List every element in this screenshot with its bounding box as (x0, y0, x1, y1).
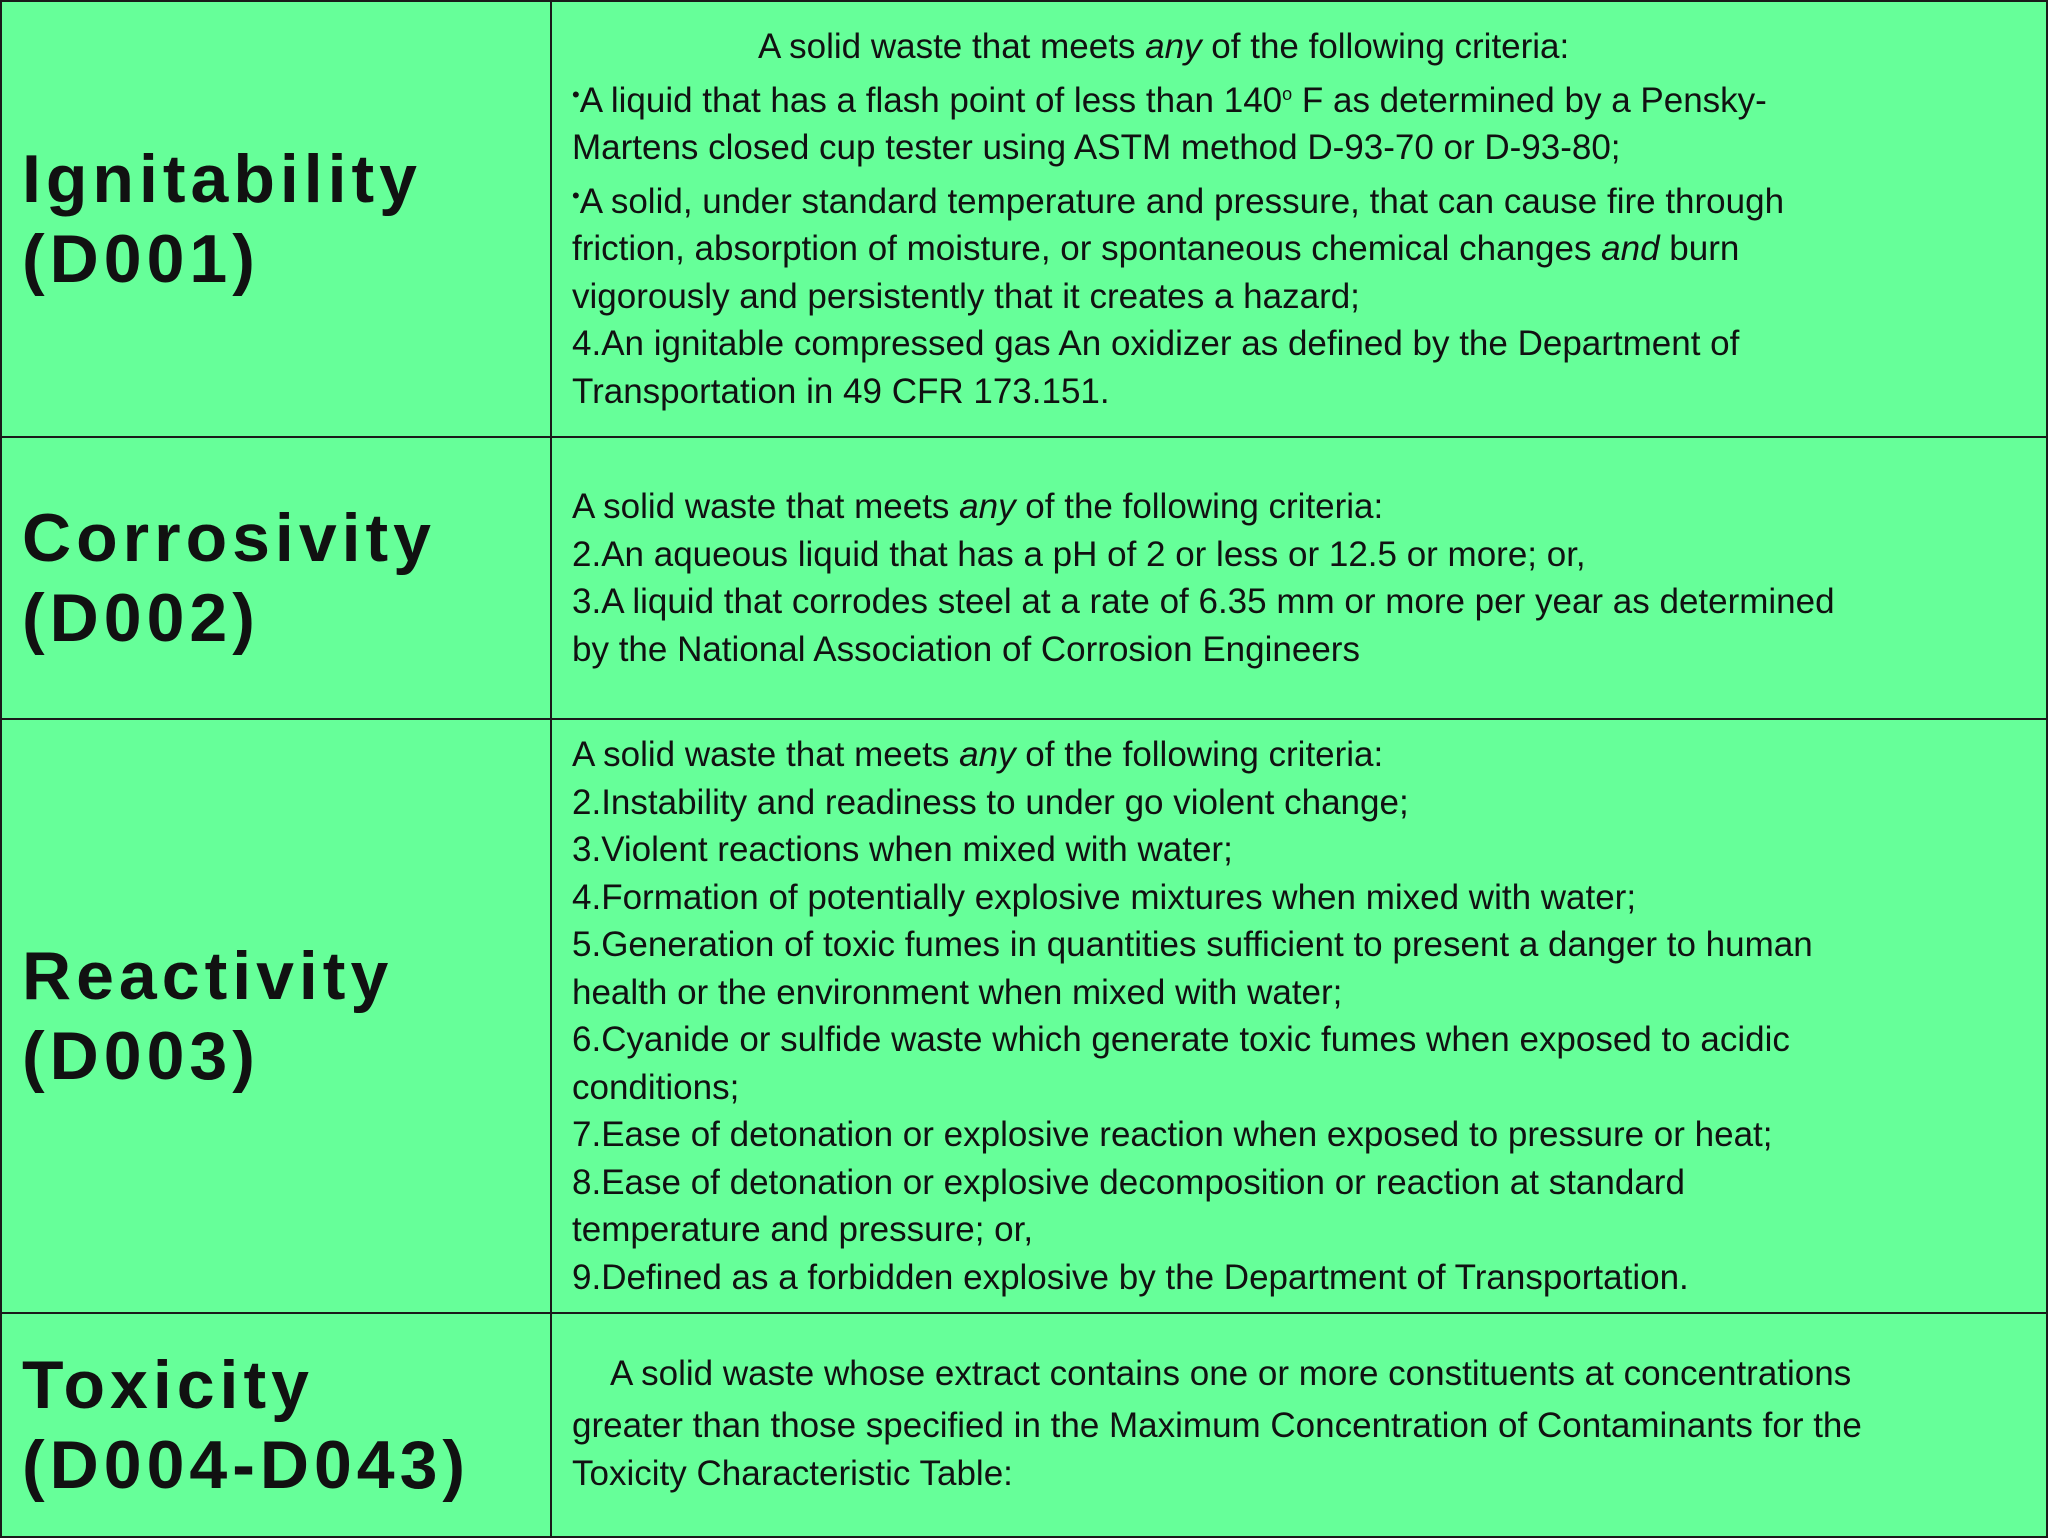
criteria-line: vigorously and persistently that it creates a hazard; (572, 276, 1360, 316)
criteria-line: 9.Defined as a forbidden explosive by the Department of Transportation. (572, 1257, 1689, 1297)
criteria-line: by the National Association of Corrosion Engineers (572, 629, 1360, 669)
criteria-line: Transportation in 49 CFR 173.151. (572, 371, 1110, 411)
criteria-line: 6.Cyanide or sulfide waste which generate toxic fumes when exposed to acidic (572, 1020, 1790, 1059)
category-code: (D001) (22, 221, 260, 297)
criteria-cell-toxicity (551, 1313, 2047, 1537)
criteria-cell-reactivity (551, 719, 2047, 1313)
criteria-line: 2.Instability and readiness to under go violent change; (572, 782, 1409, 822)
criteria-line: greater than those specified in the Maximum Concentration of Contaminants for the (572, 1406, 1862, 1445)
table-row-reactivity (1, 719, 2047, 1313)
criteria-intro: A solid waste that meets any of the following criteria: (572, 487, 1384, 526)
table-row-toxicity (1, 1313, 2047, 1537)
criteria-cell-corrosivity (551, 437, 2047, 719)
category-code: (D002) (22, 580, 260, 656)
category-code: (D004-D043) (22, 1427, 471, 1503)
category-name: Corrosivity (22, 500, 436, 576)
criteria-line: 4.An ignitable compressed gas An oxidizer as defined by the Department of (572, 324, 1740, 363)
criteria-cell-ignitability (551, 1, 2047, 437)
table-row-ignitability (1, 1, 2047, 437)
criteria-intro: A solid waste that meets any of the following criteria: (572, 735, 1384, 774)
criteria-line: 5.Generation of toxic fumes in quantities sufficient to present a danger to human (572, 925, 1813, 964)
category-cell-toxicity (1, 1313, 551, 1537)
criteria-line: •A liquid that has a flash point of less than 140$^o$ F as determined by a Pensky- (572, 80, 1767, 120)
category-name: Ignitability (22, 141, 422, 217)
bullet-icon: • (572, 182, 580, 208)
criteria-line: health or the environment when mixed with water; (572, 972, 1343, 1012)
criteria-line: 4.Formation of potentially explosive mixtures when mixed with water; (572, 877, 1637, 917)
criteria-line: •A solid, under standard temperature and pressure, that can cause fire through (572, 181, 1785, 221)
category-name: Reactivity (22, 938, 394, 1014)
criteria-line: 7.Ease of detonation or explosive reaction when exposed to pressure or heat; (572, 1115, 1773, 1154)
criteria-line: 3.A liquid that corrodes steel at a rate of 6.35 mm or more per year as determined (572, 582, 1835, 621)
criteria-line: Toxicity Characteristic Table: (572, 1454, 1013, 1493)
category-cell-ignitability (1, 1, 551, 437)
category-cell-corrosivity (1, 437, 551, 719)
criteria-line: Martens closed cup tester using ASTM method D-93-70 or D-93-80; (572, 128, 1621, 167)
criteria-line: 3.Violent reactions when mixed with water; (572, 830, 1233, 869)
bullet-icon: • (572, 81, 580, 107)
criteria-line: 8.Ease of detonation or explosive decomposition or reaction at standard (572, 1162, 1685, 1202)
category-code: (D003) (22, 1018, 260, 1094)
category-cell-reactivity (1, 719, 551, 1313)
criteria-line: A solid waste whose extract contains one or more constituents at concentrations (610, 1354, 1852, 1393)
criteria-line: conditions; (572, 1067, 740, 1107)
table-row-corrosivity (1, 437, 2047, 719)
criteria-line: temperature and pressure; or, (572, 1210, 1034, 1249)
criteria-line: 2.An aqueous liquid that has a pH of 2 or less or 12.5 or more; or, (572, 534, 1586, 574)
criteria-intro: A solid waste that meets any of the following criteria: (758, 27, 1570, 66)
criteria-line: friction, absorption of moisture, or spontaneous chemical changes and burn (572, 229, 1740, 268)
category-name: Toxicity (22, 1347, 314, 1423)
